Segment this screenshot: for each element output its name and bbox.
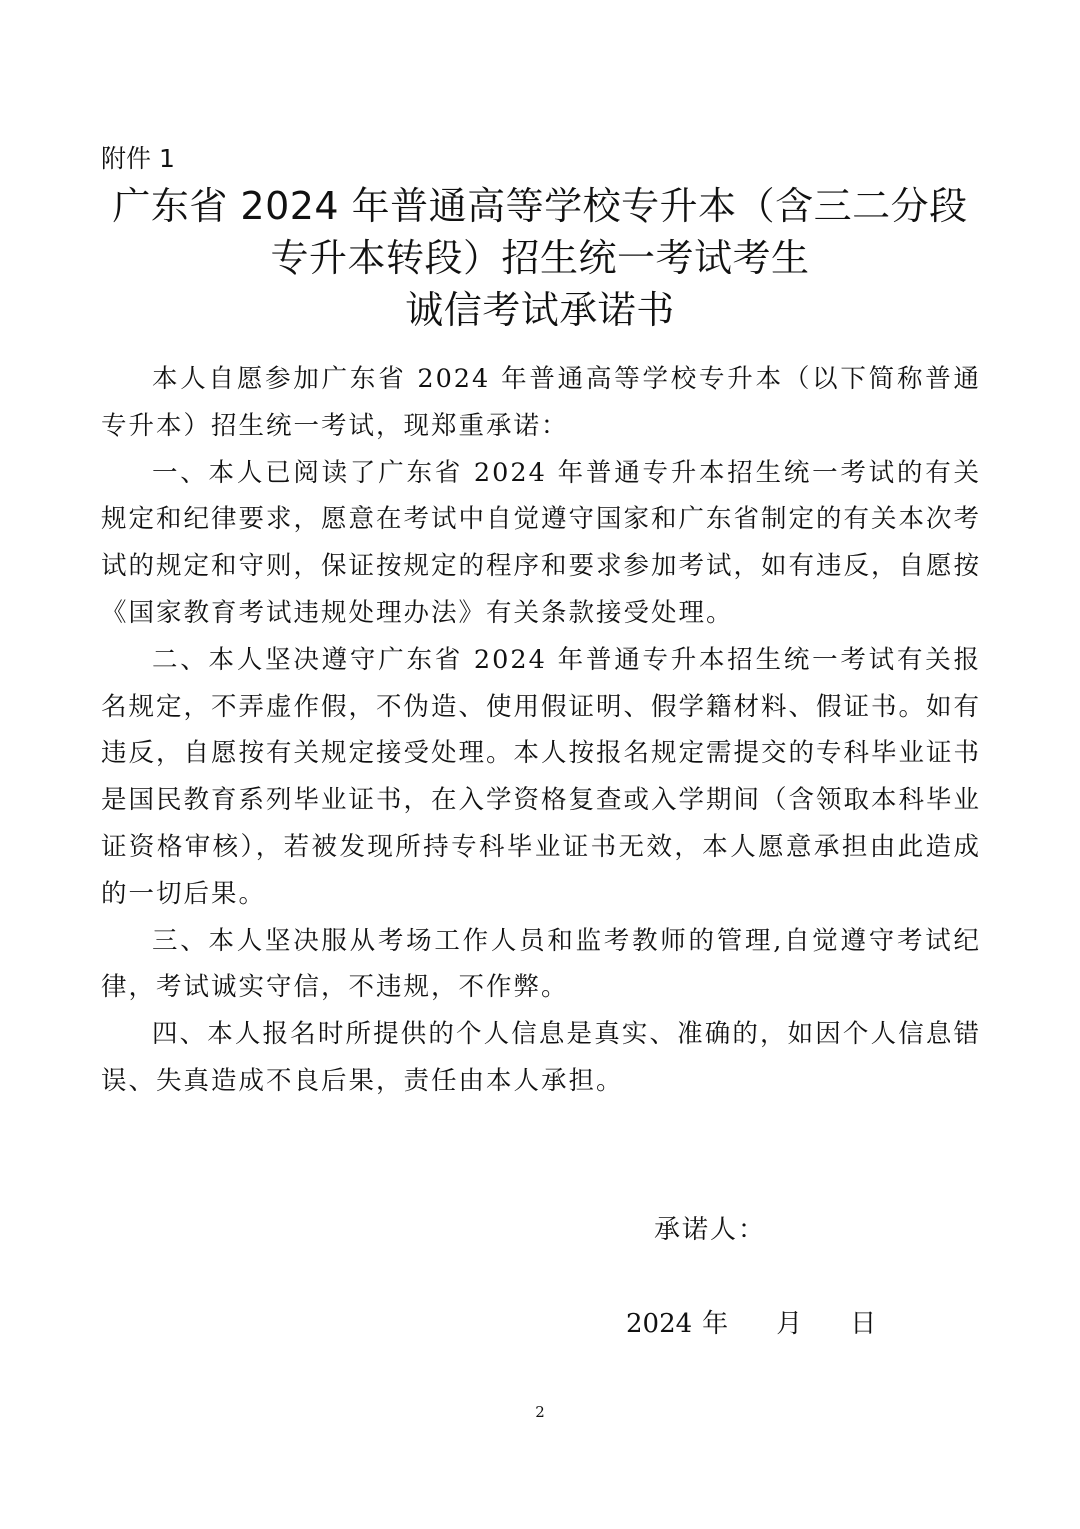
clause-three-paragraph: 三、本人坚决服从考场工作人员和监考教师的管理,自觉遵守考试纪律，考试诚实守信，不违规，不作弊。: [101, 925, 981, 1003]
signature-date: [626, 1304, 876, 1344]
date-day-unit: 日: [850, 1309, 877, 1339]
date-month-unit: 月: [776, 1309, 803, 1339]
signatory-label: 承诺人：: [654, 1215, 767, 1245]
title-line-3: 诚信考试承诺书: [405, 288, 675, 332]
attachment-label: 附件 1: [101, 144, 175, 173]
title-line-2: 专升本转段）招生统一考试考生: [270, 236, 810, 280]
document-title: [60, 180, 1020, 336]
date-year: 2024: [626, 1309, 693, 1339]
clause-two-paragraph: 二、本人坚决遵守广东省 2024 年普通专升本招生统一考试有关报名规定，不弄虚作假，不伪造、使用假证明、假学籍材料、假证书。如有违反，自愿按有关规定接受处理。本人按报名规定需提交的专科毕业证书是国民教育系列毕业证书，在入学资格复查或入学期间（含领取本科毕业证资格审核），若被发现所持专科毕业证书无效，本人愿意承担由此造成的一切后果。: [101, 644, 982, 909]
clause-four-paragraph: 四、本人报名时所提供的个人信息是真实、准确的，如因个人信息错误、失真造成不良后果，责任由本人承担。: [101, 1019, 981, 1096]
page-number: 2: [535, 1403, 545, 1421]
commitment-body: [101, 356, 981, 1105]
intro-paragraph: 本人自愿参加广东省 2024 年普通高等学校专升本（以下简称普通专升本）招生统一考试，现郑重承诺：: [101, 364, 981, 441]
clause-one-paragraph: 一、本人已阅读了广东省 2024 年普通专升本招生统一考试的有关规定和纪律要求，愿意在考试中自觉遵守国家和广东省制定的有关本次考试的规定和守则，保证按规定的程序和要求参加考试，如有违反，自愿按《国家教育考试违规处理办法》有关条款接受处理。: [101, 457, 982, 628]
title-line-1: 广东省 2024 年普通高等学校专升本（含三二分段: [112, 184, 968, 228]
date-year-unit: 年: [702, 1309, 729, 1339]
